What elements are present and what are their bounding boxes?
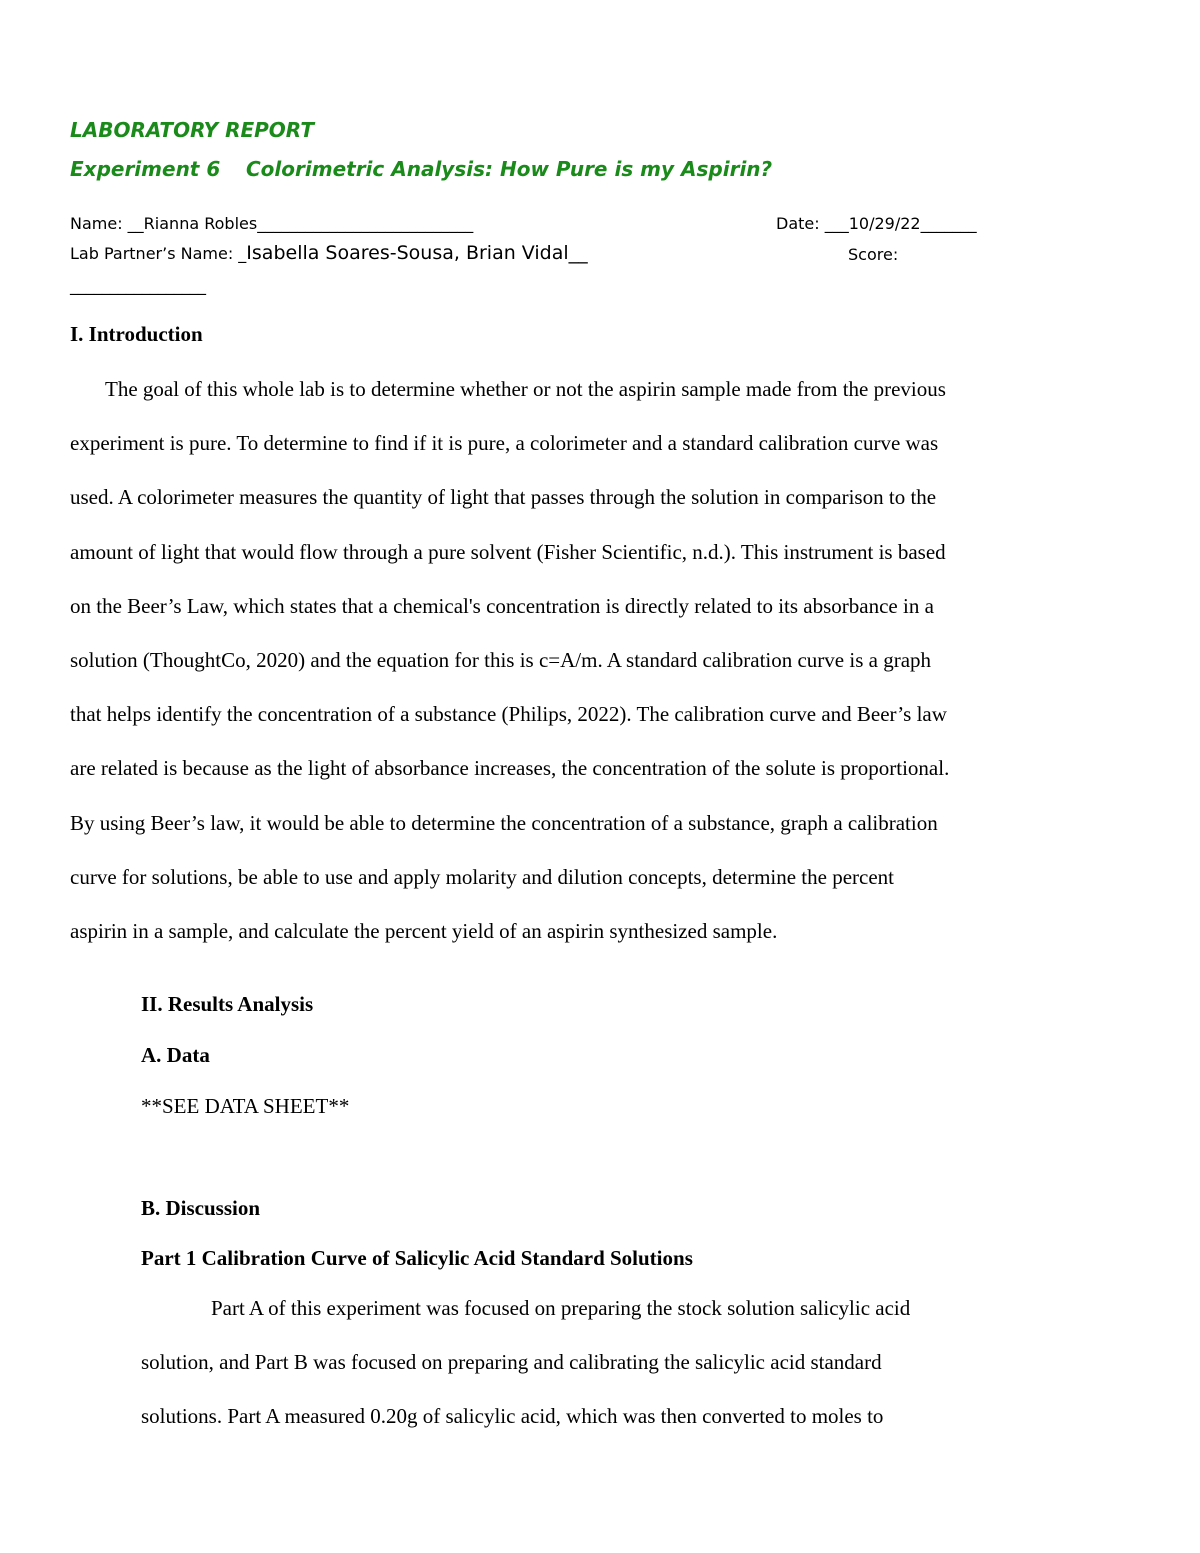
date-field: Date: ___10/29/22_______ <box>776 214 977 233</box>
paragraph-line: on the Beer’s Law, which states that a chemical's concentration is directly related to its absorbance in a <box>70 593 934 618</box>
paragraph-line: The goal of this whole lab is to determine whether or not the aspirin sample made from the previous <box>105 377 946 401</box>
paragraph-line: aspirin in a sample, and calculate the percent yield of an aspirin synthesized sample. <box>70 919 778 944</box>
paragraph-line: solution, and Part B was focused on preparing and calibrating the salicylic acid standard <box>141 1350 882 1375</box>
results-heading: II. Results Analysis <box>141 992 314 1016</box>
lab-partner-label: Lab Partner’s Name: _ <box>70 244 247 263</box>
name-field: Name: __Rianna Robles___________________________ <box>70 214 474 233</box>
experiment-label: Experiment 6 <box>70 157 221 181</box>
introduction-heading: I. Introduction <box>70 322 203 346</box>
score-blank: _________________ <box>70 276 206 295</box>
paragraph-line: solution (ThoughtCo, 2020) and the equation for this is c=A/m. A standard calibration curve is a graph <box>70 648 932 673</box>
part1-heading: Part 1 Calibration Curve of Salicylic Acid Standard Solutions <box>141 1246 693 1270</box>
paragraph-line: curve for solutions, be able to use and apply molarity and dilution concepts, determine the percent <box>70 864 895 889</box>
paragraph-line: that helps identify the concentration of a substance (Philips, 2022). The calibration curve and Beer’s law <box>70 702 947 727</box>
paragraph-line: solutions. Part A measured 0.20g of salicylic acid, which was then converted to moles to <box>141 1404 884 1429</box>
paragraph-line: amount of light that would flow through a pure solvent (Fisher Scientific, n.d.). This instrument is based <box>70 539 946 564</box>
paragraph-line: used. A colorimeter measures the quantity of light that passes through the solution in comparison to the <box>70 485 937 510</box>
paragraph-line: are related is because as the light of absorbance increases, the concentration of the solute is proportional. <box>70 756 950 781</box>
part1-paragraph <box>141 1281 910 1444</box>
experiment-title: Colorimetric Analysis: How Pure is my Aspirin? <box>246 157 773 181</box>
lab-partner-field <box>70 242 588 264</box>
data-sheet-note: **SEE DATA SHEET** <box>141 1094 350 1118</box>
discussion-heading: B. Discussion <box>141 1196 261 1220</box>
report-title: LABORATORY REPORT <box>70 118 314 142</box>
score-label: Score: <box>848 245 899 264</box>
paragraph-line: experiment is pure. To determine to find if it is pure, a colorimeter and a standard calibration curve was <box>70 431 939 456</box>
lab-partner-value: Isabella Soares-Sousa, Brian Vidal__ <box>246 242 588 264</box>
paragraph-line: By using Beer’s law, it would be able to determine the concentration of a substance, graph a calibration <box>70 810 938 835</box>
paragraph-line: Part A of this experiment was focused on preparing the stock solution salicylic acid <box>211 1296 911 1320</box>
introduction-paragraph <box>70 362 949 958</box>
data-heading: A. Data <box>141 1043 210 1067</box>
